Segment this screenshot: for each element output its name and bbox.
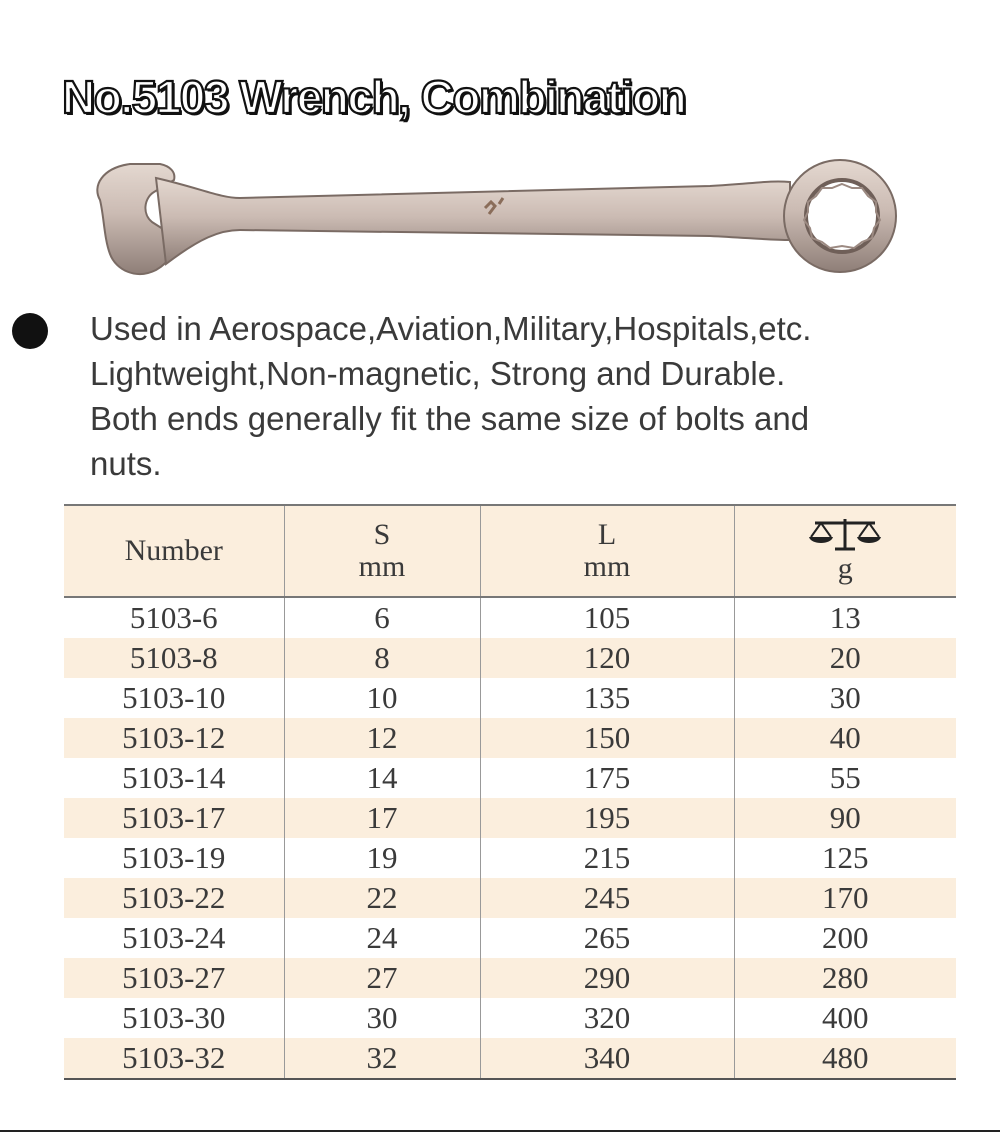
- table-row: [64, 638, 956, 678]
- cell-number: 5103-17: [64, 798, 284, 838]
- cell-weight: 90: [734, 798, 956, 838]
- header-l-label: L: [597, 518, 617, 551]
- header-number: [64, 505, 284, 597]
- header-s-unit: mm: [358, 550, 406, 583]
- table-row: [64, 838, 956, 878]
- cell-s: 10: [284, 678, 480, 718]
- header-weight-unit: g: [837, 552, 853, 585]
- cell-weight: 125: [734, 838, 956, 878]
- header-l-unit: mm: [583, 550, 631, 583]
- cell-s: 6: [284, 597, 480, 638]
- cell-s: 19: [284, 838, 480, 878]
- cell-number: 5103-27: [64, 958, 284, 998]
- cell-l: 340: [480, 1038, 734, 1079]
- scale-icon: [807, 517, 883, 553]
- header-l: [480, 505, 734, 597]
- cell-number: 5103-12: [64, 718, 284, 758]
- description-line: Used in Aerospace,Aviation,Military,Hospitals,etc.: [90, 310, 812, 347]
- cell-l: 150: [480, 718, 734, 758]
- table-row: [64, 958, 956, 998]
- table-row: [64, 878, 956, 918]
- cell-s: 27: [284, 958, 480, 998]
- cell-weight: 280: [734, 958, 956, 998]
- cell-l: 105: [480, 597, 734, 638]
- cell-s: 24: [284, 918, 480, 958]
- cell-number: 5103-8: [64, 638, 284, 678]
- header-weight: [734, 505, 956, 597]
- cell-weight: 20: [734, 638, 956, 678]
- bottom-rule: [0, 1130, 1000, 1132]
- cell-l: 265: [480, 918, 734, 958]
- wrench-image: [90, 158, 920, 298]
- cell-s: 17: [284, 798, 480, 838]
- cell-weight: 480: [734, 1038, 956, 1079]
- cell-s: 32: [284, 1038, 480, 1079]
- table-row: [64, 798, 956, 838]
- cell-l: 215: [480, 838, 734, 878]
- cell-number: 5103-6: [129, 600, 218, 635]
- cell-weight: 55: [734, 758, 956, 798]
- description-line: Lightweight,Non-magnetic, Strong and Durable.: [90, 355, 786, 392]
- page-title: No.5103 Wrench, Combination: [62, 71, 686, 123]
- cell-weight: 13: [734, 597, 956, 638]
- cell-l: 195: [480, 798, 734, 838]
- cell-number: 5103-14: [122, 760, 226, 795]
- cell-number: 5103-10: [122, 680, 226, 715]
- cell-number: 5103-22: [64, 878, 284, 918]
- cell-weight: 200: [734, 918, 956, 958]
- description: [90, 306, 990, 486]
- cell-s: 12: [284, 718, 480, 758]
- cell-weight: 170: [734, 878, 956, 918]
- cell-number: 5103-19: [122, 840, 226, 875]
- cell-weight: 30: [734, 678, 956, 718]
- cell-l: 135: [480, 678, 734, 718]
- cell-s: 8: [284, 638, 480, 678]
- header-s: [284, 505, 480, 597]
- cell-s: 22: [284, 878, 480, 918]
- cell-l: 290: [480, 958, 734, 998]
- cell-s: 30: [284, 998, 480, 1038]
- cell-l: 175: [480, 758, 734, 798]
- table-header-row: [64, 505, 956, 597]
- cell-number: 5103-30: [122, 1000, 226, 1035]
- description-line: Both ends generally fit the same size of bolts and: [90, 400, 810, 437]
- table-row: [64, 918, 956, 958]
- table-row: [64, 998, 956, 1038]
- table-row: [64, 1038, 956, 1079]
- table-row: [64, 758, 956, 798]
- table-row: [64, 678, 956, 718]
- cell-number: 5103-32: [64, 1038, 284, 1079]
- cell-weight: 400: [734, 998, 956, 1038]
- header-number-label: Number: [124, 534, 223, 567]
- cell-number: 5103-24: [122, 920, 226, 955]
- table-row: [64, 718, 956, 758]
- header-s-label: S: [373, 518, 391, 551]
- cell-weight: 40: [734, 718, 956, 758]
- cell-l: 245: [480, 878, 734, 918]
- cell-l: 120: [480, 638, 734, 678]
- bullet-dot: [12, 313, 48, 349]
- cell-l: 320: [480, 998, 734, 1038]
- description-line: nuts.: [90, 445, 162, 482]
- spec-table: [64, 504, 956, 1080]
- table-row: [64, 597, 956, 638]
- cell-s: 14: [284, 758, 480, 798]
